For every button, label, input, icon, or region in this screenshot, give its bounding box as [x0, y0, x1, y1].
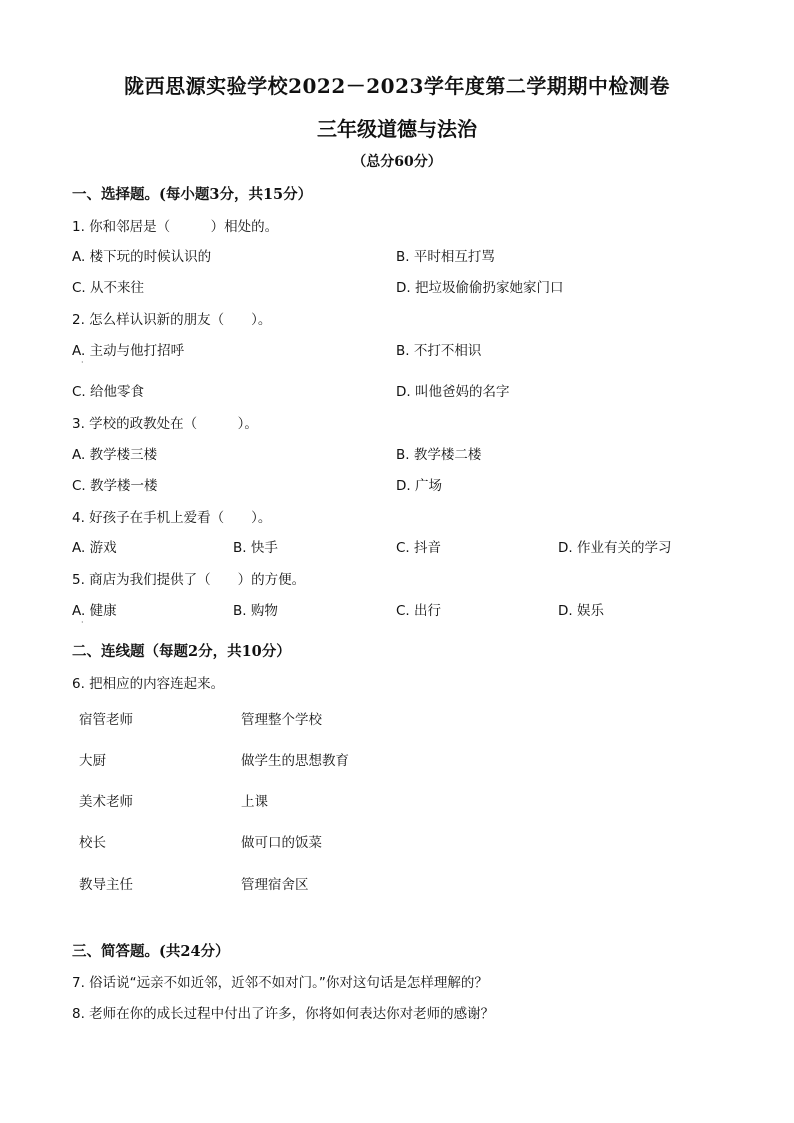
q4-option-c: C. 抖音: [396, 540, 442, 556]
match-left-item: 大厨: [79, 753, 106, 769]
q4-option-d: D. 作业有关的学习: [558, 540, 672, 556]
exam-title: 陇西思源实验学校2022－2023学年度第二学期期中检测卷: [124, 74, 670, 98]
q1-option-d: D. 把垃圾偷偷扔家她家门口: [396, 280, 564, 296]
match-right-item: 管理整个学校: [241, 712, 322, 728]
section-heading-choice: 一、选择题。(每小题3分，共15分）: [72, 186, 313, 203]
q3-option-a: A. 教学楼三楼: [72, 447, 158, 463]
match-left-item: 教导主任: [79, 877, 133, 893]
total-score: （总分60分）: [352, 154, 442, 170]
q1-option-b: B. 平时相互打骂: [396, 249, 495, 265]
question-1: 1. 你和邻居是（ ）相处的。: [72, 219, 279, 235]
match-left-item: 美术老师: [79, 794, 133, 810]
match-left-item: 宿管老师: [79, 712, 133, 728]
q4-option-a: A. 游戏: [72, 540, 117, 556]
section-heading-matching: 二、连线题（每题2分，共10分）: [72, 643, 291, 660]
question-8: 8. 老师在你的成长过程中付出了许多，你将如何表达你对老师的感谢？: [72, 1006, 495, 1022]
match-left-item: 校长: [79, 835, 106, 851]
stray-mark: ·: [81, 618, 84, 627]
q1-option-a: A. 楼下玩的时候认识的: [72, 249, 212, 265]
q3-option-b: B. 教学楼二楼: [396, 447, 482, 463]
q1-option-c: C. 从不来往: [72, 280, 145, 296]
q5-option-a: A. 健康: [72, 603, 117, 619]
q5-option-b: B. 购物: [233, 603, 278, 619]
question-2: 2. 怎么样认识新的朋友（ ）。: [72, 312, 272, 328]
q2-option-a: A. 主动与他打招呼: [72, 343, 185, 359]
section-heading-short-answer: 三、简答题。(共24分）: [72, 943, 230, 960]
q3-option-d: D. 广场: [396, 478, 442, 494]
exam-subject: 三年级道德与法治: [317, 117, 477, 141]
q5-option-d: D. 娱乐: [558, 603, 604, 619]
stray-mark: ·: [81, 358, 84, 367]
match-right-item: 做可口的饭菜: [241, 835, 322, 851]
q5-option-c: C. 出行: [396, 603, 442, 619]
q2-option-d: D. 叫他爸妈的名字: [396, 384, 510, 400]
match-right-item: 做学生的思想教育: [241, 753, 349, 769]
question-5: 5. 商店为我们提供了（ ）的方便。: [72, 572, 306, 588]
question-7: 7. 俗话说“远亲不如近邻，近邻不如对门。”你对这句话是怎样理解的？: [72, 975, 488, 991]
question-3: 3. 学校的政教处在（ ）。: [72, 416, 258, 432]
question-4: 4. 好孩子在手机上爱看（ ）。: [72, 510, 272, 526]
q4-option-b: B. 快手: [233, 540, 278, 556]
q2-option-b: B. 不打不相识: [396, 343, 482, 359]
match-right-item: 上课: [241, 794, 268, 810]
match-right-item: 管理宿舍区: [241, 877, 309, 893]
question-6: 6. 把相应的内容连起来。: [72, 676, 225, 692]
q3-option-c: C. 教学楼一楼: [72, 478, 158, 494]
q2-option-c: C. 给他零食: [72, 384, 145, 400]
